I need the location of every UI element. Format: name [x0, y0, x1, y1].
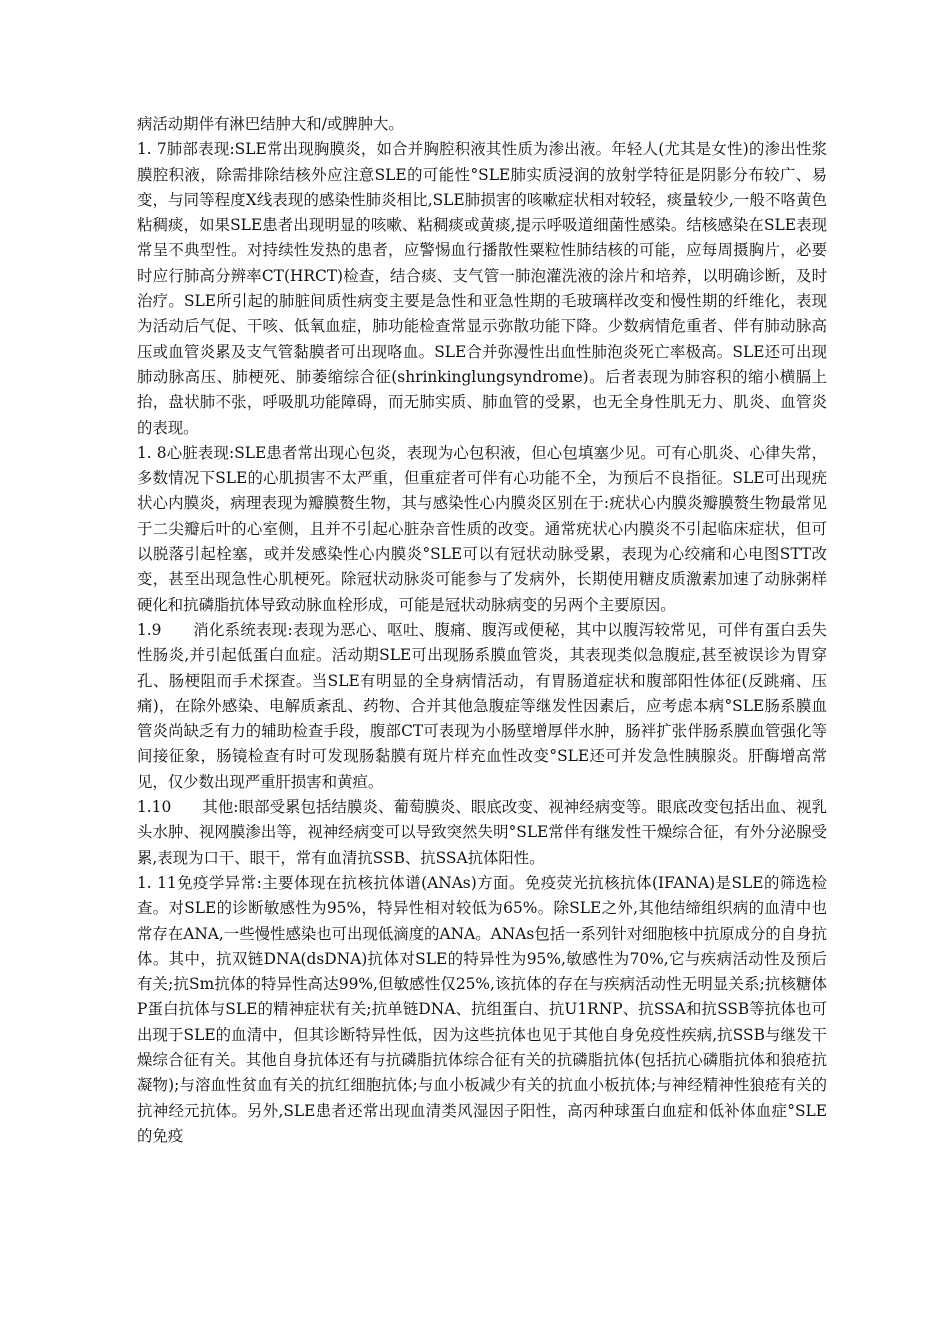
paragraph-digestive: 1.9 消化系统表现:表现为恶心、呕吐、腹痛、腹泻或便秘，其中以腹泻较常见，可伴有蛋白丢失性肠炎,并引起低蛋白血症。活动期SLE可出现肠系膜血管炎，其表现类似急腹症,甚至被误诊为胃穿孔、肠梗阻而手术探查。当SLE有明显的全身病情活动，有胃肠道症状和腹部阳性体征(反跳痛、压痛)，在除外感染、电解质紊乱、药物、合并其他急腹症等继发性因素后，应考虑本病°SLE肠系膜血管炎尚缺乏有力的辅助检查手段，腹部CT可表现为小肠壁增厚伴水肿，肠袢扩张伴肠系膜血管强化等间接征象，肠镜检查有时可发现肠黏膜有斑片样充血性改变°SLE还可并发急性胰腺炎。肝酶增高常见，仅少数出现严重肝损害和黄疸。: [137, 620, 827, 791]
paragraph-cardiac: 1. 8心脏表现:SLE患者常出现心包炎，表现为心包积液，但心包填塞少见。可有心肌炎、心律失常，多数情况下SLE的心肌损害不太严重，但重症者可伴有心功能不全，为预后不良指征。SLE可出现疣状心内膜炎，病理表现为瓣膜赘生物，其与感染性心内膜炎区别在于:疣状心内膜炎瓣膜赘生物最常见于二尖瓣后叶的心室侧，且并不引起心脏杂音性质的改变。通常疣状心内膜炎不引起临床症状，但可以脱落引起栓塞，或并发感染性心内膜炎°SLE可以有冠状动脉受累，表现为心绞痛和心电图STT改变，甚至出现急性心肌梗死。除冠状动脉炎可能参与了发病外，长期使用糖皮质激素加速了动脉粥样硬化和抗磷脂抗体导致动脉血栓形成，可能是冠状动脉病变的另两个主要原因。: [137, 443, 827, 614]
paragraph-immunology: 1. 11免疫学异常:主要体现在抗核抗体谱(ANAs)方面。免疫荧光抗核抗体(IFANA)是SLE的筛选检查。对SLE的诊断敏感性为95%，特异性相对较低为65%。除SLE之外,其他结缔组织病的血清中也常存在ANA,一些慢性感染也可出现低滴度的ANA。ANAs包括一系列针对细胞核中抗原成分的自身抗体。其中，抗双链DNA(dsDNA)抗体对SLE的特异性为95%,敏感性为70%,它与疾病活动性及预后有关;抗Sm抗体的特异性高达99%,但敏感性仅25%,该抗体的存在与疾病活动性无明显关系;抗核糖体P蛋白抗体与SLE的精神症状有关;抗单链DNA、抗组蛋白、抗U1RNP、抗SSA和抗SSB等抗体也可出现于SLE的血清中，但其诊断特异性低，因为这些抗体也见于其他自身免疫性疾病,抗SSB与继发干燥综合征有关。其他自身抗体还有与抗磷脂抗体综合征有关的抗磷脂抗体(包括抗心磷脂抗体和狼疮抗凝物);与溶血性贫血有关的抗红细胞抗体;与血小板减少有关的抗血小板抗体;与神经精神性狼疮有关的抗神经元抗体。另外,SLE患者还常出现血清类风湿因子阳性，高丙种球蛋白血症和低补体血症°SLE的免疫: [137, 873, 827, 1145]
paragraph-pulmonary: 1. 7肺部表现:SLE常出现胸膜炎，如合并胸腔积液其性质为渗出液。年轻人(尤其是女性)的渗出性浆膜腔积液，除需排除结核外应注意SLE的可能性°SLE肺实质浸润的放射学特征是阴影分布较广、易变，与同等程度X线表现的感染性肺炎相比,SLE肺损害的咳嗽症状相对较轻，痰量较少,一般不咯黄色粘稠痰，如果SLE患者出现明显的咳嗽、粘稠痰或黄痰,提示呼吸道细菌性感染。结核感染在SLE表现常呈不典型性。对持续性发热的患者，应警惕血行播散性粟粒性肺结核的可能，应每周摄胸片，必要时应行肺高分辨率CT(HRCT)检查，结合痰、支气管一肺泡灌洗液的涂片和培养，以明确诊断，及时治疗。SLE所引起的肺脏间质性病变主要是急性和亚急性期的毛玻璃样改变和慢性期的纤维化，表现为活动后气促、干咳、低氧血症，肺功能检查常显示弥散功能下降。少数病情危重者、伴有肺动脉高压或血管炎累及支气管黏膜者可出现咯血。SLE合并弥漫性出血性肺泡炎死亡率极高。SLE还可出现肺动脉高压、肺梗死、肺萎缩综合征(shrinkinglungsyndrome)。后者表现为肺容积的缩小横膈上抬，盘状肺不张，呼吸肌功能障碍，而无肺实质、肺血管的受累，也无全身性肌无力、肌炎、血管炎的表现。: [137, 140, 827, 437]
document-page: [137, 112, 827, 1149]
paragraph-lymph-spleen: 病活动期伴有淋巴结肿大和/或脾肿大。: [137, 115, 404, 133]
paragraph-other: 1.10 其他:眼部受累包括结膜炎、葡萄膜炎、眼底改变、视神经病变等。眼底改变包括出血、视乳头水肿、视网膜渗出等，视神经病变可以导致突然失明°SLE常伴有继发性干燥综合征，有外分泌腺受累,表现为口干、眼干，常有血清抗SSB、抗SSA抗体阳性。: [137, 798, 827, 867]
